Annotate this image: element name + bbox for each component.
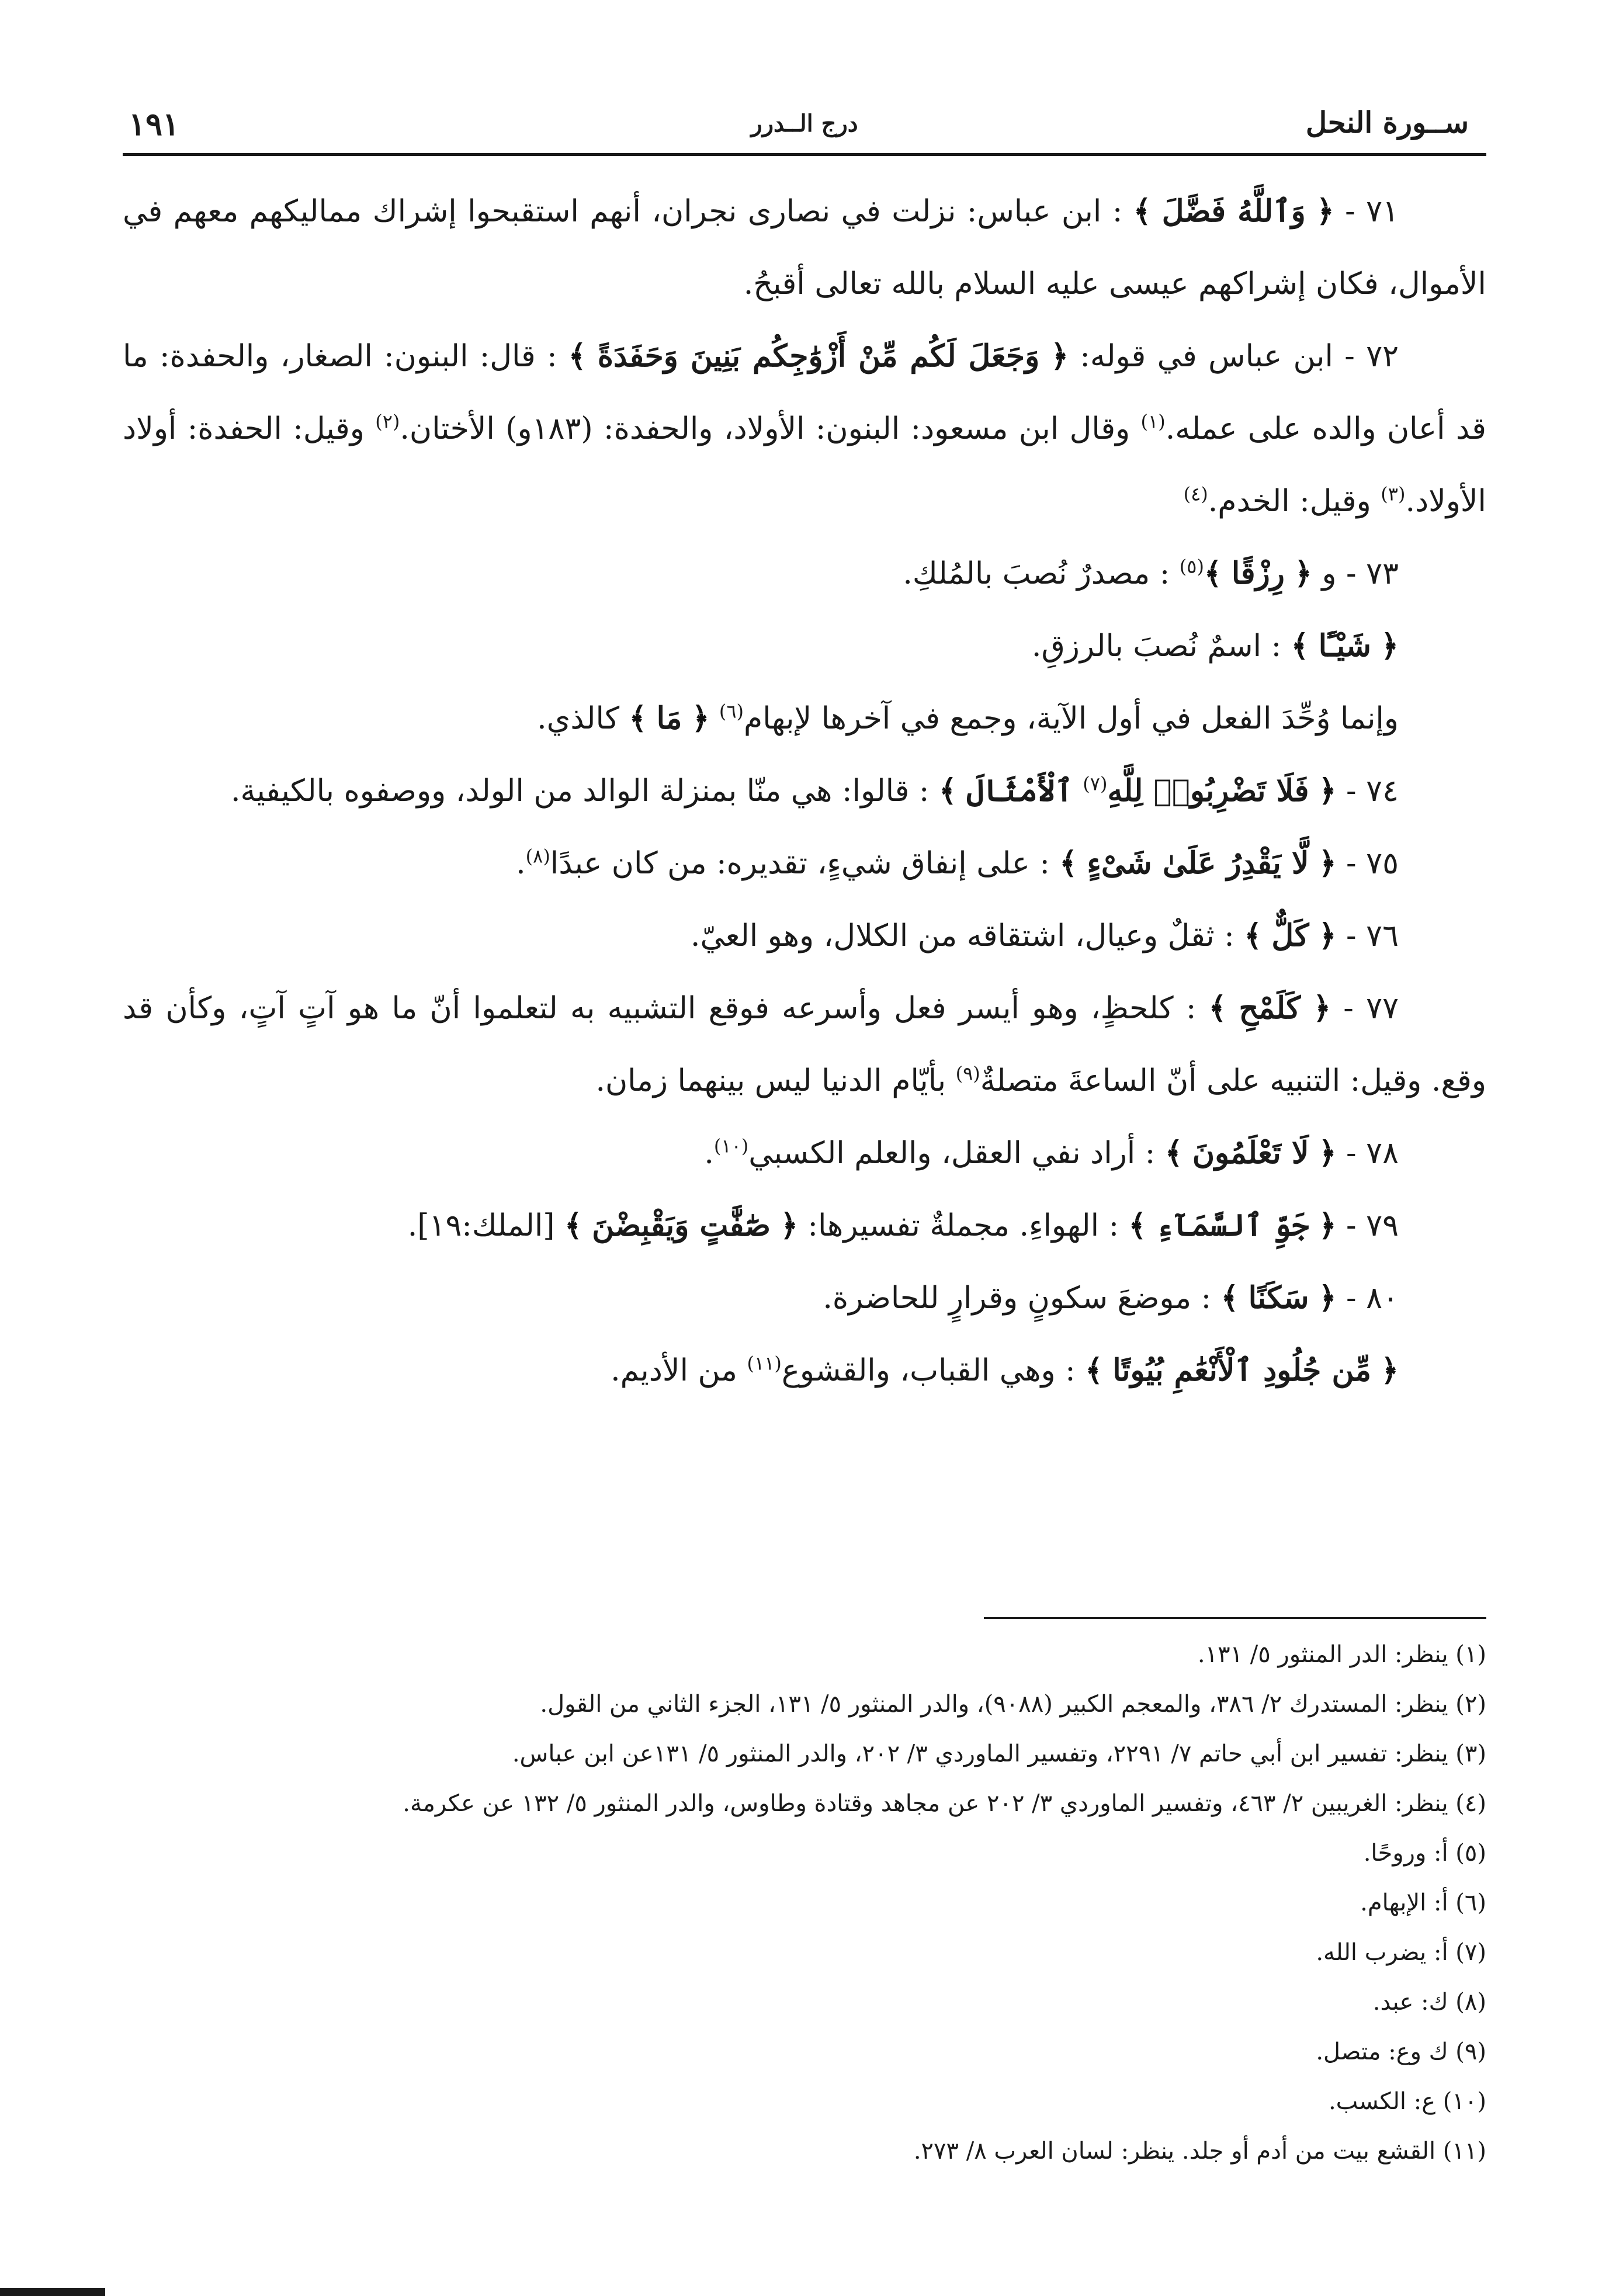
verse-number: ٨٠ - (1346, 1281, 1399, 1316)
book-title: درج الــدرر (751, 110, 858, 137)
commentary: وقيل: الحفدة: أولاد الأولاد. (123, 411, 1486, 519)
footnote-ref[interactable]: (٥) (1179, 555, 1204, 578)
paragraph-71 (123, 175, 1486, 320)
paragraph-73b (123, 610, 1486, 682)
footnote: (٥) أ: وروحًا. (1363, 1840, 1486, 1867)
paragraph-72 (123, 320, 1486, 537)
footnote: (٤) ينظر: الغريبين ٢/ ٤٦٣، وتفسير الماوردي ٣/ ٢٠٢ عن مجاهد وقتادة وطاوس، والدر المنثور ٥/ ١٣٢ عن عكرمة. (403, 1790, 1486, 1817)
verse-number: ٧٢ - (1344, 339, 1399, 374)
paragraph-80 (123, 1262, 1486, 1334)
ornament-close: ﴾ (1204, 556, 1222, 591)
commentary: : كلحظٍ، وهو أيسر فعل وأسرعه فوقع التشبيه به لتعلموا أنّ ما هو آتٍ آتٍ، وكأن قد وقع. وقيل: التنبيه على أنّ الساعةَ متصلةٌ (123, 991, 1486, 1098)
ornament-open: ﴿ (1319, 1208, 1337, 1243)
commentary: من الأديم. (611, 1353, 737, 1388)
footnote: (٩) ك وع: متصل. (1316, 2038, 1486, 2065)
footnote-ref[interactable]: (١١) (747, 1352, 782, 1375)
paragraph-76 (123, 900, 1486, 972)
ornament-close: ﴾ (1291, 628, 1309, 664)
paragraph-78 (123, 1117, 1486, 1189)
commentary: : اسمٌ نُصبَ بالرزقِ. (1031, 629, 1282, 664)
verse-number: ٧١ - (1345, 194, 1399, 229)
ornament-close: ﴾ (1220, 1280, 1239, 1316)
quran-quote: ٱلْأَمْثَالَ (966, 773, 1073, 809)
ornament-close: ﴾ (629, 700, 647, 736)
commentary: بأيّام الدنيا ليس بينهما زمان. (595, 1063, 946, 1098)
paragraph-79 (123, 1189, 1486, 1262)
footnote-ref[interactable]: (١) (1140, 410, 1166, 433)
footnote: (١) ينظر: الدر المنثور ٥/ ١٣١. (1197, 1641, 1486, 1668)
paragraph-73 (123, 537, 1486, 610)
commentary: : أراد نفي العقل، والعلم الكسبي (748, 1136, 1156, 1171)
footnote-ref[interactable]: (٦) (719, 700, 744, 723)
commentary: : موضعَ سكونٍ وقرارٍ للحاضرة. (823, 1281, 1212, 1316)
footnote-ref[interactable]: (٣) (1381, 483, 1406, 505)
verse-number: ٧٥ - (1346, 846, 1399, 881)
quran-quote: رِزْقًا (1231, 556, 1285, 591)
footnote: (٧) أ: يضرب الله. (1316, 1939, 1486, 1966)
ornament-open: ﴿ (1294, 556, 1312, 591)
commentary: كالذي. (537, 701, 620, 736)
footnote-ref[interactable]: (٩) (955, 1062, 980, 1085)
ornament-open: ﴿ (1319, 918, 1337, 953)
commentary: . (704, 1136, 714, 1171)
quran-quote: كَلٌّ (1271, 918, 1309, 953)
commentary: : وهي القباب، والقشوع (781, 1353, 1076, 1388)
ornament-open: ﴿ (1313, 990, 1331, 1026)
ornament-open: ﴿ (691, 700, 710, 736)
quran-quote: صَٰٓفَّٰتٍ وَيَقْبِضْنَ (592, 1208, 771, 1243)
verse-number: ٧٤ - (1346, 774, 1399, 809)
ornament-close: ﴾ (1133, 193, 1152, 229)
ornament-open: ﴿ (1050, 338, 1069, 374)
commentary: : على إنفاق شيءٍ، تقديره: من كان عبدًا (550, 846, 1050, 881)
verse-number: ٧٧ - (1343, 991, 1399, 1026)
commentary: : قال: البنون: الصغار، والحفدة: ما قد أعان والده على عمله. (123, 339, 1486, 446)
footnote: (٨) ك: عبد. (1372, 1989, 1486, 2016)
header-rule (123, 153, 1486, 156)
ornament-open: ﴿ (780, 1208, 798, 1243)
quran-quote: كَلَمْحِ (1239, 990, 1301, 1026)
ornament-close: ﴾ (564, 1208, 582, 1243)
commentary: : الهواءِ. مجملةٌ تفسيرها: (807, 1208, 1119, 1243)
ornament-close: ﴾ (1164, 1135, 1183, 1171)
ornament-open: ﴿ (1316, 193, 1334, 229)
footnote: (١٠) ع: الكسب. (1328, 2088, 1486, 2115)
commentary: وقال ابن مسعود: البنون: الأولاد، والحفدة: (١٨٣و) الأختان. (400, 411, 1131, 446)
footnotes (140, 1630, 1486, 2176)
ornament-close: ﴾ (568, 338, 587, 374)
quran-quote: سَكَنًا (1248, 1280, 1309, 1316)
footnote-ref[interactable]: (٧) (1083, 772, 1108, 795)
verse-number: ٧٣ - و (1322, 556, 1399, 591)
verse-number: ٧٩ - (1346, 1208, 1399, 1243)
paragraph-74 (123, 755, 1486, 827)
quran-quote: لَّا يَقْدِرُ عَلَىٰ شَىْءٍ (1087, 845, 1309, 881)
quran-quote: وَجَعَلَ لَكُم مِّنْ أَزْوَٰجِكُم بَنِينَ وَحَفَدَةً (597, 338, 1040, 374)
commentary: : مصدرٌ نُصبَ بالمُلكِ. (903, 556, 1170, 591)
ornament-close: ﴾ (1059, 845, 1077, 881)
quran-quote: شَيْـًٔا (1318, 628, 1371, 664)
ornament-close: ﴾ (938, 773, 957, 809)
footnote-ref[interactable]: (٤) (1183, 483, 1208, 505)
quran-quote: فَلَا تَضْرِبُوا۟ لِلَّهِ (1107, 773, 1309, 809)
ornament-open: ﴿ (1381, 628, 1399, 664)
quran-quote: جَوِّ ٱلسَّمَآءِ (1156, 1208, 1309, 1243)
paragraph-75 (123, 827, 1486, 900)
footnote-ref[interactable]: (١٠) (713, 1135, 749, 1157)
footnote-separator (984, 1617, 1486, 1619)
footnote: (٦) أ: الإبهام. (1360, 1889, 1486, 1916)
main-text (123, 175, 1486, 1407)
quran-quote: وَٱللَّهُ فَضَّلَ (1161, 193, 1306, 229)
verse-number: ٧٨ - (1346, 1136, 1399, 1171)
commentary: ابن عباس في قوله: (1080, 339, 1333, 374)
ornament-open: ﴿ (1319, 773, 1337, 809)
paragraph-73c (123, 682, 1486, 755)
scan-edge-mark (0, 2288, 105, 2296)
footnote: (٢) ينظر: المستدرك ٢/ ٣٨٦، والمعجم الكبير (٩٠٨٨)، والدر المنثور ٥/ ١٣١، الجزء الثاني من القول. (540, 1691, 1486, 1718)
paragraph-80b (123, 1334, 1486, 1407)
ornament-open: ﴿ (1319, 845, 1337, 881)
quran-quote: مَا (656, 700, 682, 736)
surah-reference: [الملك:١٩]. (407, 1208, 555, 1243)
commentary: : قالوا: هي منّا بمنزلة الوالد من الولد، ووصفوه بالكيفية. (230, 774, 930, 809)
footnote-ref[interactable]: (٢) (375, 410, 400, 433)
ornament-close: ﴾ (1208, 990, 1227, 1026)
page-number: ١٩١ (129, 105, 180, 143)
commentary: وإنما وُحِّدَ الفعل في أول الآية، وجمع في آخرها لإبهام (744, 701, 1399, 736)
running-header (123, 105, 1486, 152)
paragraph-77 (123, 972, 1486, 1117)
ornament-close: ﴾ (1244, 918, 1262, 953)
quran-quote: لَا تَعْلَمُونَ (1192, 1135, 1309, 1171)
verse-number: ٧٦ - (1346, 918, 1399, 953)
footnote: (١١) القشع بيت من أدم أو جلد. ينظر: لسان العرب ٨/ ٢٧٣. (913, 2138, 1486, 2165)
quran-quote: مِّن جُلُودِ ٱلْأَنْعَٰمِ بُيُوتًا (1112, 1352, 1371, 1388)
footnote-ref[interactable]: (٨) (525, 845, 550, 868)
commentary: وقيل: الخدم. (1208, 484, 1371, 519)
commentary: : ابن عباس: نزلت في نصارى نجران، أنهم استقبحوا إشراك مماليكهم معهم في الأموال، فكان إشراكهم عيسى عليه السلام بالله تعالى أقبحُ. (123, 194, 1486, 301)
ornament-close: ﴾ (1128, 1208, 1147, 1243)
ornament-open: ﴿ (1381, 1352, 1399, 1388)
commentary: : ثقلٌ وعيال، اشتقاقه من الكلال، وهو العيّ. (690, 918, 1235, 953)
ornament-open: ﴿ (1319, 1135, 1337, 1171)
surah-title: ســورة النحل (1305, 105, 1469, 140)
commentary: . (516, 846, 526, 881)
ornament-close: ﴾ (1085, 1352, 1103, 1388)
ornament-open: ﴿ (1319, 1280, 1337, 1316)
footnote: (٣) ينظر: تفسير ابن أبي حاتم ٧/ ٢٢٩١، وتفسير الماوردي ٣/ ٢٠٢، والدر المنثور ٥/ ١٣١عن ابن عباس. (512, 1740, 1486, 1767)
